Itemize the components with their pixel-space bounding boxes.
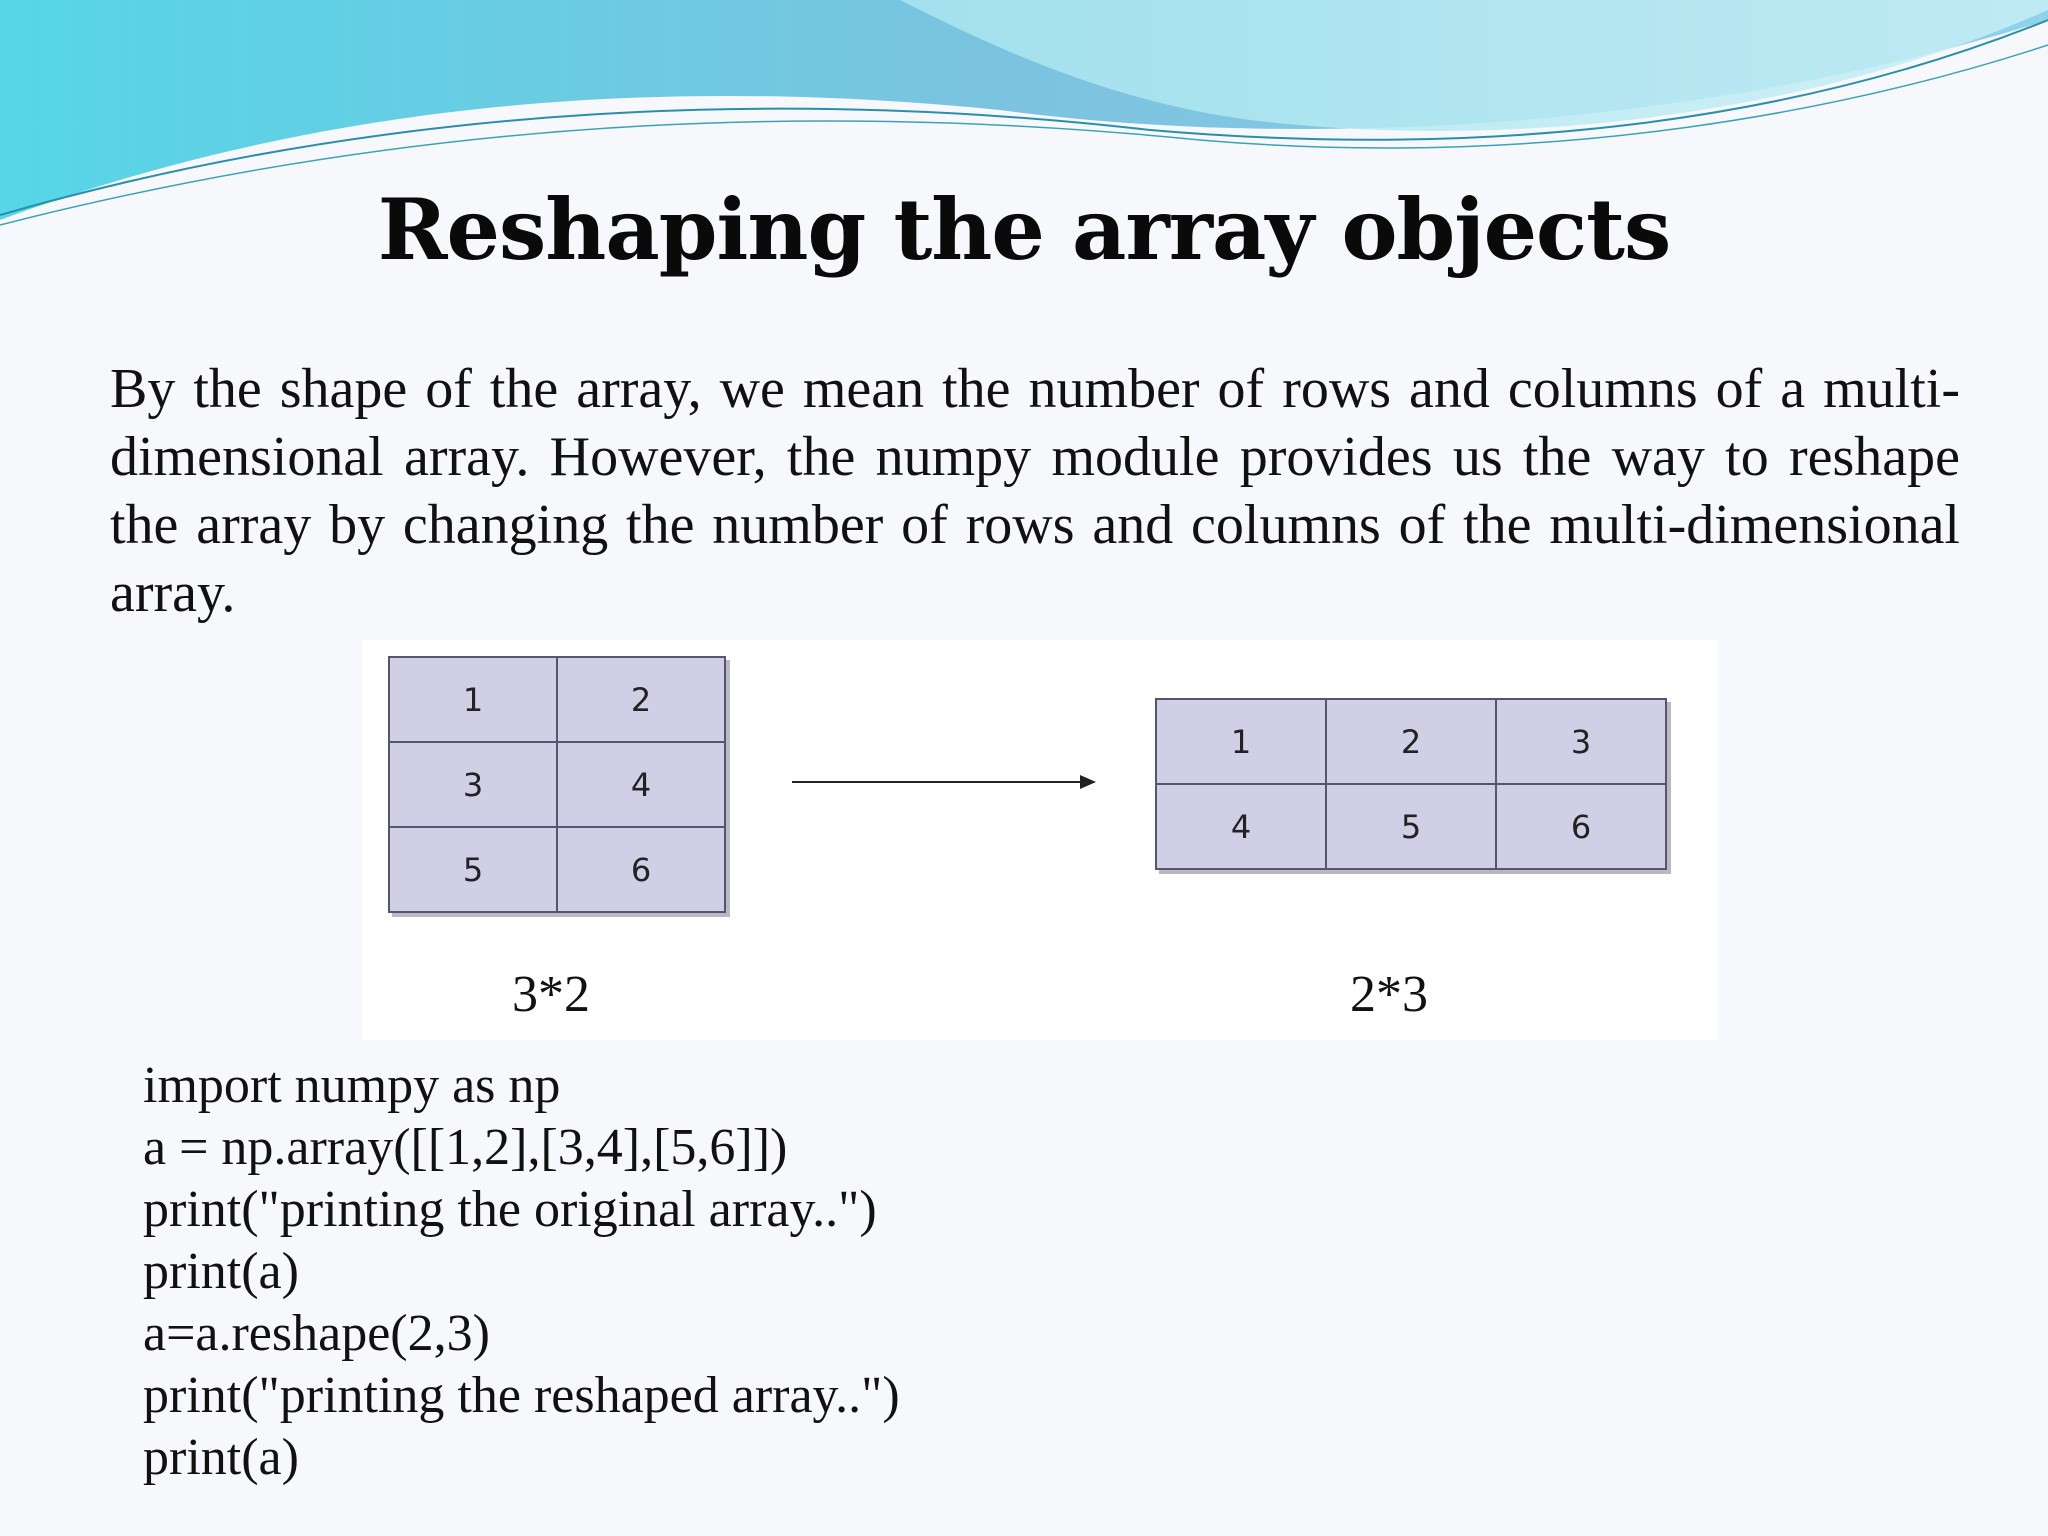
- original-array-grid: [388, 656, 726, 913]
- code-line: print("printing the reshaped array.."): [143, 1367, 900, 1424]
- right-arrow-icon: [790, 770, 1100, 794]
- slide-paragraph: By the shape of the array, we mean the number of rows and columns of a multi-dimensional array. However, the numpy module provides us the way to reshape the array by changing the number of rows and columns of the multi-dimensional array.: [110, 358, 1960, 624]
- code-line: print("printing the original array.."): [143, 1181, 877, 1238]
- reshaped-array-grid: [1155, 698, 1667, 870]
- grid-cell: 3: [389, 742, 557, 827]
- code-line: a=a.reshape(2,3): [143, 1305, 490, 1362]
- grid-row: [389, 742, 725, 827]
- code-line: a = np.array([[1,2],[3,4],[5,6]]): [143, 1119, 788, 1176]
- grid-row: [389, 827, 725, 912]
- grid-cell: 5: [1326, 784, 1496, 869]
- grid-cell: 4: [557, 742, 725, 827]
- reshaped-shape-label: 2*3: [1350, 966, 1428, 1023]
- code-line: print(a): [143, 1243, 299, 1300]
- grid-cell: 1: [389, 657, 557, 742]
- grid-row: [389, 657, 725, 742]
- grid-cell: 4: [1156, 784, 1326, 869]
- grid-cell: 2: [1326, 699, 1496, 784]
- code-block: [143, 1055, 900, 1489]
- grid-row: [1156, 699, 1666, 784]
- grid-cell: 2: [557, 657, 725, 742]
- grid-cell: 1: [1156, 699, 1326, 784]
- original-shape-label: 3*2: [512, 966, 590, 1023]
- code-line: print(a): [143, 1429, 299, 1486]
- grid-row: [1156, 784, 1666, 869]
- slide-title: Reshaping the array objects: [377, 180, 1671, 279]
- code-line: import numpy as np: [143, 1057, 561, 1114]
- grid-cell: 3: [1496, 699, 1666, 784]
- grid-cell: 5: [389, 827, 557, 912]
- grid-cell: 6: [1496, 784, 1666, 869]
- grid-cell: 6: [557, 827, 725, 912]
